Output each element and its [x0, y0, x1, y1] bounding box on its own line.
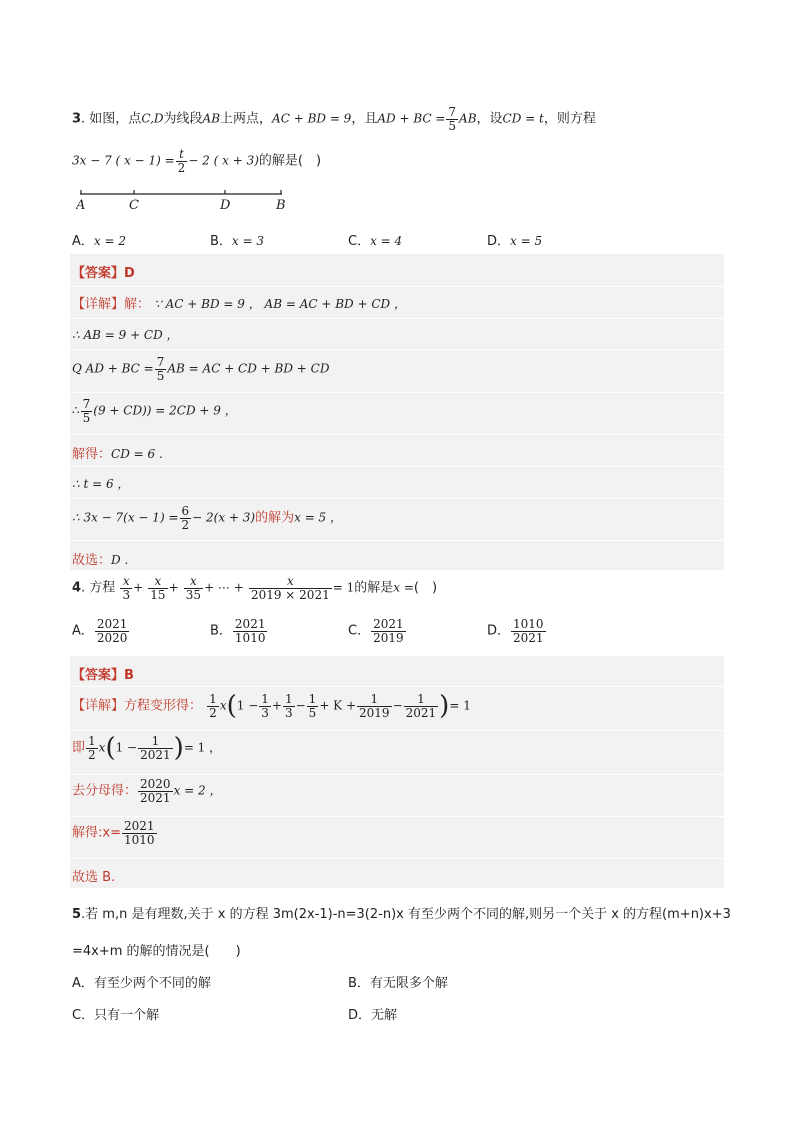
q5-option-b[interactable]: B．有无限多个解	[348, 976, 448, 991]
q4-number: 4	[72, 580, 82, 596]
q3-option-c[interactable]: C．x = 4	[348, 234, 403, 249]
q4-detail-line2: 即 $\frac{1}{2}$ x(1 − $\frac{1}{2021}$ )= 1 ，	[72, 733, 222, 764]
q3-option-b[interactable]: B．x = 3	[210, 234, 265, 249]
q4-detail-line1: 【详解】方程变形得： $\frac{1}{2}$ x(1 − $\frac{1}{3}$ + $\frac{1}{3}$ − $\frac{1}{5}$ + K + $\frac{1}{2019}$ − $\frac{1}{2021}$ )= 1	[72, 691, 471, 722]
fraction: $\frac{7}{5}$	[82, 397, 91, 425]
label-c: C	[129, 198, 139, 212]
fraction: $\frac{7}{5}$	[448, 105, 457, 133]
q3-detail-line1: 【详解】解： ∵ AC + BD = 9 ， AB = AC + BD + CD ，	[72, 297, 406, 312]
q4-option-d[interactable]: D． $\frac{1010}{2021}$	[487, 617, 544, 645]
q4-option-c[interactable]: C． $\frac{2021}{2019}$	[348, 617, 404, 645]
q3-detail-line5: 解得：CD = 6 .	[72, 447, 163, 462]
label-a: A	[76, 198, 86, 212]
q5-option-c[interactable]: C．只有一个解	[72, 1008, 160, 1023]
q4-solution-box	[70, 656, 724, 888]
q4-detail-line5: 故选 B.	[72, 870, 116, 885]
label-d: D	[220, 198, 231, 212]
fraction: $\frac{x}{2019 \times 2021}$	[250, 574, 330, 602]
q3-detail-line2: ∴ AB = 9 + CD ，	[72, 328, 179, 342]
q4-stem: 4. 方程 $\frac{x}{3}$ + $\frac{x}{15}$ + $\frac{x}{35}$ + ⋯ + $\frac{x}{2019 \times 2021}$ = 1的解是x =( )	[72, 574, 438, 602]
q3-detail-line6: ∴ t = 6 ，	[72, 477, 130, 491]
q4-detail-line4: 解得:x= $\frac{2021}{1010}$	[72, 819, 155, 847]
q4-option-a[interactable]: A． $\frac{2021}{2020}$	[72, 617, 128, 645]
fraction: $\frac{6}{2}$	[181, 504, 190, 532]
q4-option-b[interactable]: B． $\frac{2021}{1010}$	[210, 617, 266, 645]
fraction: $\frac{t}{2}$	[177, 147, 186, 175]
q3-option-d[interactable]: D．x = 5	[487, 234, 543, 249]
q3-detail-line4: ∴ $\frac{7}{5}$ (9 + CD)) = 2CD + 9 ，	[72, 397, 237, 425]
q4-answer: 【答案】B	[72, 668, 134, 683]
q3-detail-line8: 故选：D .	[72, 553, 129, 568]
q5-number: 5	[72, 907, 82, 922]
q3-answer: 【答案】D	[72, 266, 135, 281]
segment-diagram	[76, 188, 296, 212]
q3-detail-line3: Q AD + BC = $\frac{7}{5}$ AB = AC + CD + BD + CD	[72, 355, 330, 383]
q3-stem-line1: 3. 如图，点C,D为线段AB上两点，AC + BD = 9，且AD + BC = $\frac{7}{5}$ AB，设CD = t，则方程	[72, 105, 596, 133]
q3-detail-line7: ∴ 3x − 7(x − 1) = $\frac{6}{2}$ − 2(x + 3)的解为x = 5 ，	[72, 504, 343, 532]
label-b: B	[276, 198, 286, 212]
q3-number: 3	[72, 111, 82, 127]
q3-stem-line2: 3x − 7 ( x − 1) = $\frac{t}{2}$ − 2 ( x + 3)的解是( )	[72, 147, 322, 175]
q3-option-a[interactable]: A．x = 2	[72, 234, 126, 249]
fraction: $\frac{x}{15}$	[150, 574, 166, 602]
q5-stem-line1: 5.若 m,n 是有理数,关于 x 的方程 3m(2x-1)-n=3(2-n)x 有至少两个不同的解,则另一个关于 x 的方程(m+n)x+3	[72, 907, 731, 922]
q5-stem-line2: =4x+m 的解的情况是( )	[72, 944, 241, 959]
fraction: $\frac{x}{35}$	[185, 574, 202, 602]
q4-detail-line3: 去分母得： $\frac{2020}{2021}$ x = 2 ，	[72, 777, 222, 805]
fraction: $\frac{x}{3}$	[122, 574, 131, 602]
fraction: $\frac{7}{5}$	[156, 355, 165, 383]
q5-option-a[interactable]: A．有至少两个不同的解	[72, 976, 211, 991]
q5-option-d[interactable]: D．无解	[348, 1008, 398, 1023]
